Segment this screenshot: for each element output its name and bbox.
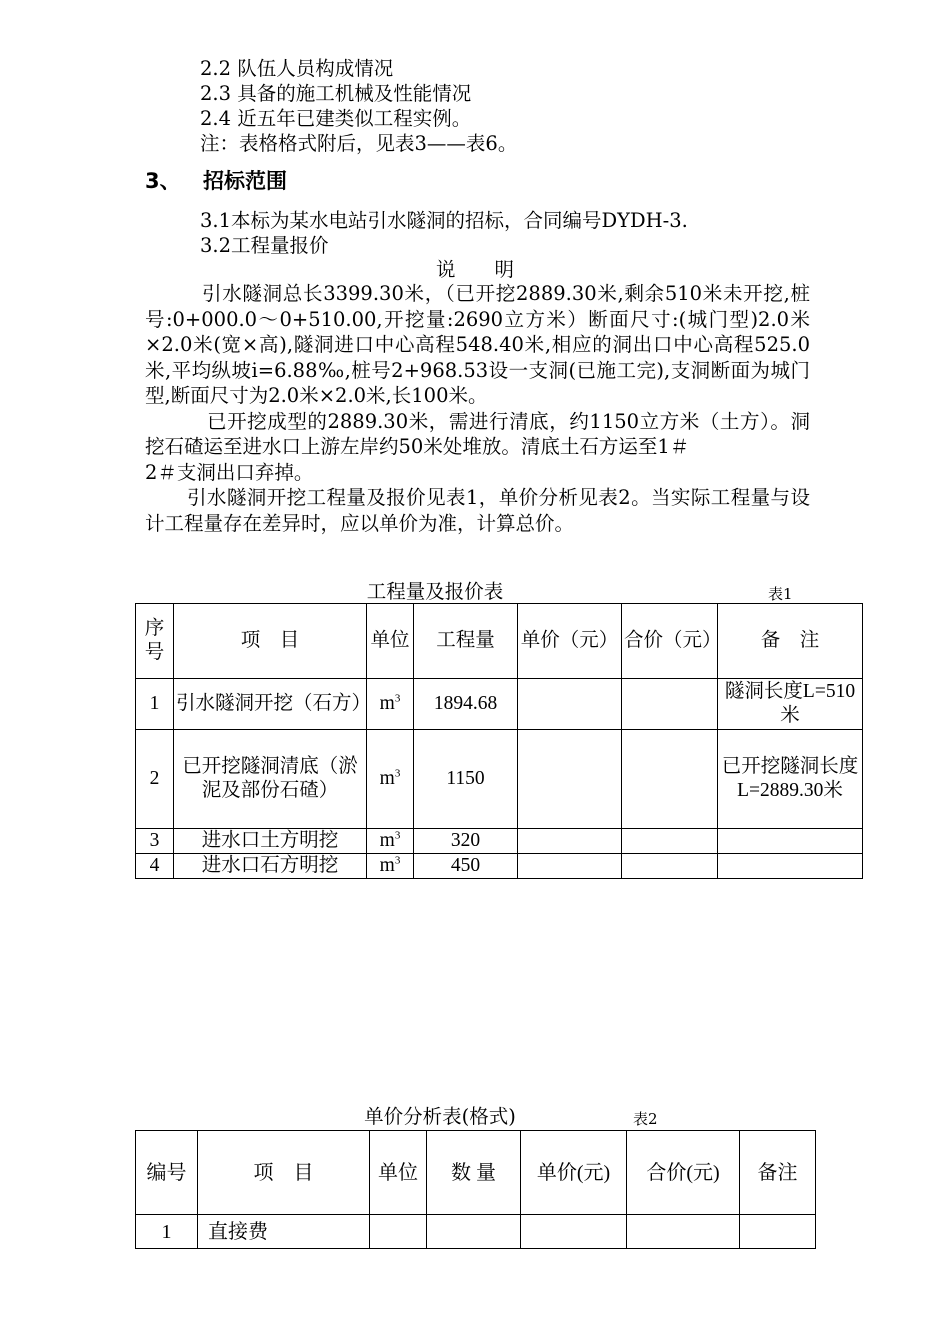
row-price[interactable] — [521, 1215, 627, 1249]
unit-base: m — [379, 693, 395, 714]
section-number: 3、 — [145, 169, 181, 193]
unit-exponent: 3 — [394, 767, 401, 780]
unit-base: m — [379, 768, 395, 789]
row-qty: 450 — [414, 854, 518, 879]
list-note: 注：表格格式附后，见表3——表6。 — [200, 132, 518, 155]
row-no: 3 — [136, 829, 174, 854]
row-remark[interactable] — [740, 1215, 816, 1249]
header-cell: 工程量 — [414, 604, 518, 679]
row-item: 进水口土方明挖 — [174, 829, 367, 854]
explain-paragraph-4: 引水隧洞开挖工程量及报价见表1，单价分析见表2。当实际工程量与设计工程量存在差异时，应以单价为准，计算总价。 — [145, 486, 810, 535]
list-item-2-4: 2.4 近五年已建类似工程实例。 — [200, 107, 472, 130]
row-qty[interactable] — [427, 1215, 521, 1249]
header-cell: 单位 — [370, 1131, 427, 1215]
row-no: 2 — [136, 730, 174, 829]
row-item: 直接费 — [198, 1215, 370, 1249]
row-remark — [718, 829, 863, 854]
row-no: 1 — [136, 679, 174, 730]
table-row — [136, 854, 863, 879]
header-cell: 序号 — [136, 604, 174, 679]
row-unit — [367, 730, 414, 829]
header-cell: 项 目 — [198, 1131, 370, 1215]
table1-tag: 表1 — [768, 585, 793, 603]
row-remark: 已开挖隧洞长度L=2889.30米 — [718, 730, 863, 829]
row-total[interactable] — [622, 854, 718, 879]
explain-title: 说 明 — [435, 258, 514, 281]
header-cell: 备 注 — [718, 604, 863, 679]
header-cell: 项 目 — [174, 604, 367, 679]
list-item-2-2: 2.2 队伍人员构成情况 — [200, 57, 394, 80]
row-item: 进水口石方明挖 — [174, 854, 367, 879]
explain-body — [145, 281, 810, 536]
explain-paragraph-1: 引水隧洞总长3399.30米，（已开挖2889.30米,剩余510米未开挖,桩号:0+000.0～0+510.00,开挖量:2690立方米）断面尺寸:(城门型)2.0米×2.0米(宽×高),隧洞进口中心高程548.40米,相应的洞出口中心高程525.0米,平均纵坡i=6.88‰,桩号2+968.53设一支洞(已施工完),支洞断面为城门型,断面尺寸为2.0米×2.0米,长100米。 — [145, 282, 810, 407]
unit-price-analysis-table — [135, 1130, 816, 1249]
quantity-price-table — [135, 603, 863, 879]
row-price[interactable] — [518, 679, 622, 730]
unit-base: m — [379, 855, 395, 876]
table2-tag: 表2 — [633, 1110, 658, 1128]
header-cell: 单价(元) — [521, 1131, 627, 1215]
table-row — [136, 1215, 816, 1249]
list-item-2-3: 2.3 具备的施工机械及性能情况 — [200, 82, 472, 105]
row-price[interactable] — [518, 829, 622, 854]
header-cell: 备注 — [740, 1131, 816, 1215]
row-unit — [367, 854, 414, 879]
row-total[interactable] — [627, 1215, 740, 1249]
row-qty: 1894.68 — [414, 679, 518, 730]
row-unit — [367, 829, 414, 854]
table2-title: 单价分析表(格式) — [364, 1105, 516, 1128]
unit-exponent: 3 — [394, 829, 401, 842]
row-qty: 1150 — [414, 730, 518, 829]
unit-base: m — [379, 830, 395, 851]
row-remark: 隧洞长度L=510米 — [718, 679, 863, 730]
table-header-row — [136, 604, 863, 679]
header-cell: 单位 — [367, 604, 414, 679]
row-unit — [367, 679, 414, 730]
row-total[interactable] — [622, 679, 718, 730]
item-3-1: 3.1本标为某水电站引水隧洞的招标，合同编号DYDH-3. — [200, 209, 688, 232]
row-total[interactable] — [622, 730, 718, 829]
explain-paragraph-2: 已开挖成型的2889.30米，需进行清底，约1150立方米（土方）。洞挖石碴运至进水口上游左岸约50米处堆放。清底土石方运至1＃ — [145, 409, 810, 458]
header-cell: 合价（元） — [622, 604, 718, 679]
explain-paragraph-3: 2＃支洞出口弃掉。 — [145, 460, 314, 484]
table-header-row — [136, 1131, 816, 1215]
row-remark — [718, 854, 863, 879]
row-item: 已开挖隧洞清底（淤泥及部份石碴） — [174, 730, 367, 829]
table-row — [136, 829, 863, 854]
row-price[interactable] — [518, 730, 622, 829]
table-row — [136, 679, 863, 730]
row-no: 4 — [136, 854, 174, 879]
header-cell: 编号 — [136, 1131, 198, 1215]
row-total[interactable] — [622, 829, 718, 854]
header-cell: 数 量 — [427, 1131, 521, 1215]
header-cell: 单价（元） — [518, 604, 622, 679]
item-3-2: 3.2工程量报价 — [200, 234, 329, 257]
row-price[interactable] — [518, 854, 622, 879]
unit-exponent: 3 — [394, 692, 401, 705]
row-no: 1 — [136, 1215, 198, 1249]
table1-title: 工程量及报价表 — [366, 580, 504, 603]
header-cell: 合价(元) — [627, 1131, 740, 1215]
table-row — [136, 730, 863, 829]
row-qty: 320 — [414, 829, 518, 854]
unit-exponent: 3 — [394, 854, 401, 867]
section-title: 招标范围 — [203, 169, 287, 193]
row-item: 引水隧洞开挖（石方） — [174, 679, 367, 730]
row-unit[interactable] — [370, 1215, 427, 1249]
